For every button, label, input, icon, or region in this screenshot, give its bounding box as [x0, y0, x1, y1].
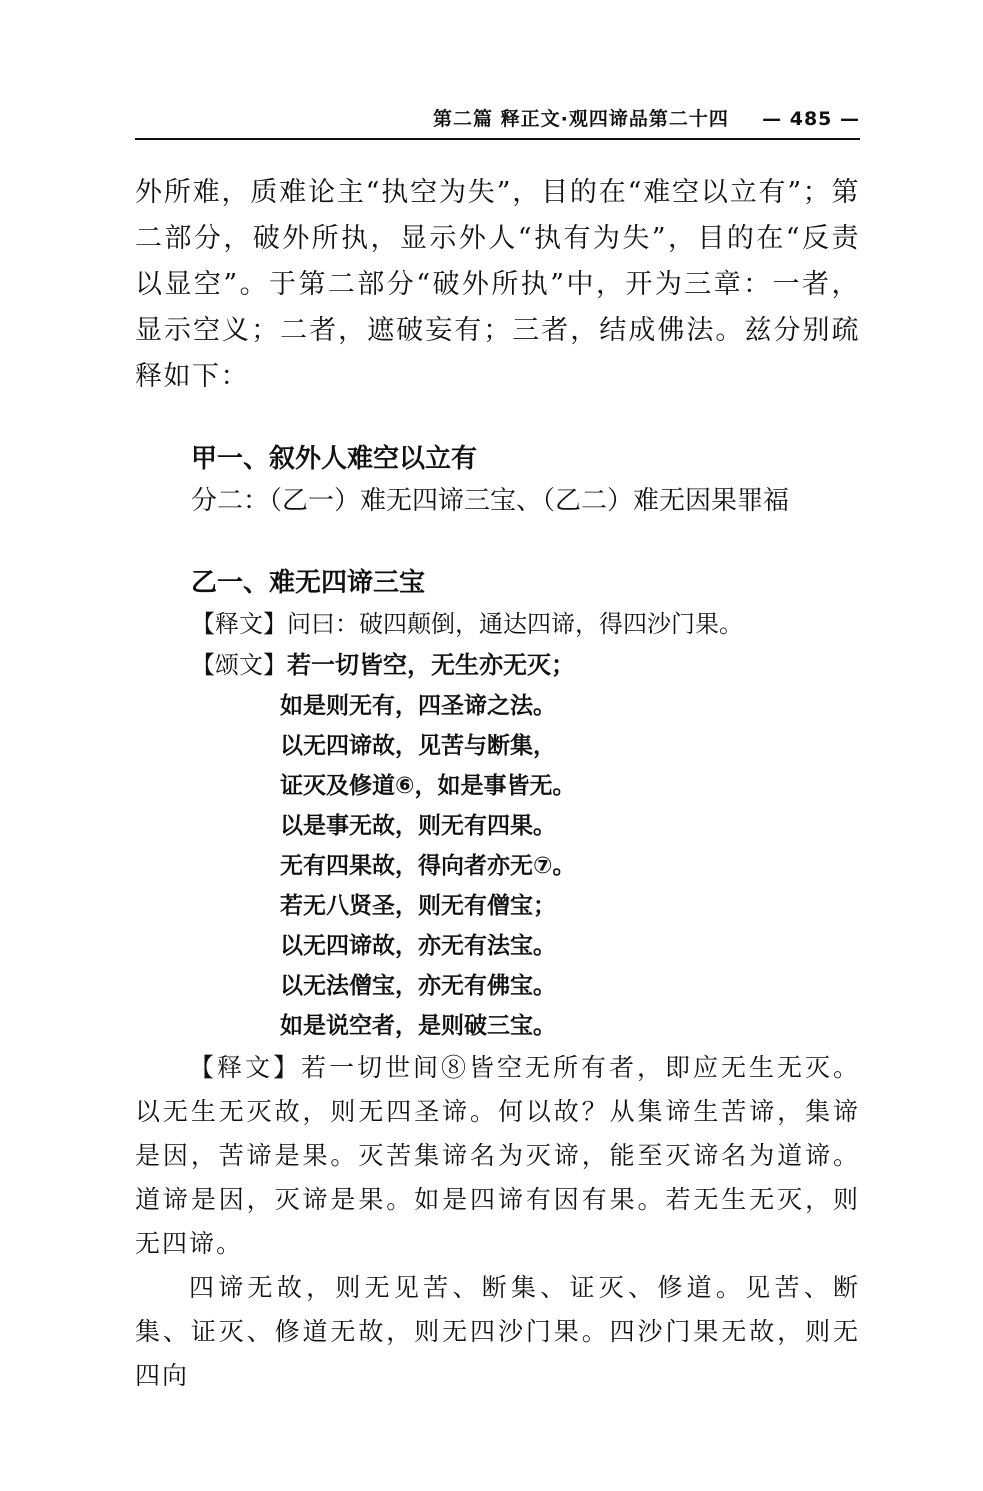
section-heading-yi: 乙一、难无四谛三宝 — [191, 568, 426, 598]
verse-line: 若无八贤圣，则无有僧宝； — [280, 893, 556, 919]
running-header — [135, 104, 860, 140]
section-division: 分二：（乙一）难无四谛三宝、（乙二）难无因果罪福 — [191, 486, 790, 516]
verse-line: 以无四谛故，见苦与断集， — [280, 733, 556, 759]
page-number: — 485 — — [762, 108, 860, 130]
commentary-paragraph-1 — [135, 1046, 860, 1266]
commentary-question-text: 问曰：破四颠倒，通达四谛，得四沙门果。 — [287, 610, 743, 638]
commentary-paragraph-2: 四谛无故，则无见苦、断集、证灭、修道。见苦、断集、证灭、修道无故，则无四沙门果。四沙门果无故，则无四向 — [135, 1273, 860, 1390]
verse-line: 证灭及修道⑥，如是事皆无。 — [280, 773, 576, 799]
section-heading-jia: 甲一、叙外人难空以立有 — [191, 444, 478, 474]
verse-line: 以无法僧宝，亦无有佛宝。 — [280, 973, 556, 999]
intro-paragraph: 外所难，质难论主“执空为失”，目的在“难空以立有”；第二部分，破外所执，显示外人“执有为失”，目的在“反责以显空”。于第二部分“破外所执”中，开为三章：一者，显示空义；二者，遮破妄有；三者，结成佛法。兹分别疏释如下： — [135, 177, 860, 392]
verse-line: 以无四谛故，亦无有法宝。 — [280, 933, 556, 959]
verse-line: 无有四果故，得向者亦无⑦。 — [280, 853, 576, 879]
verse-line: 若一切皆空，无生亦无灭； — [287, 651, 575, 679]
running-title: 第二篇 释正文·观四谛品第二十四 — [433, 108, 729, 130]
commentary-tag: 【释文】 — [189, 1053, 301, 1082]
verse-line: 如是说空者，是则破三宝。 — [280, 1013, 556, 1039]
verse-line: 如是则无有，四圣谛之法。 — [280, 693, 556, 719]
verse-tag: 【颂文】 — [191, 651, 287, 679]
commentary-text: 若一切世间⑧皆空无所有者，即应无生无灭。以无生无灭故，则无四圣谛。何以故？从集谛生苦谛，集谛是因，苦谛是果。灭苦集谛名为灭谛，能至灭谛名为道谛。道谛是因，灭谛是果。如是四谛有因有果。若无生无灭，则无四谛。 — [135, 1053, 860, 1258]
verse-first-line — [191, 645, 860, 686]
verse-line: 以是事无故，则无有四果。 — [280, 813, 556, 839]
commentary-question — [191, 604, 860, 645]
page-body — [135, 170, 860, 1398]
commentary-tag: 【释文】 — [191, 610, 287, 638]
